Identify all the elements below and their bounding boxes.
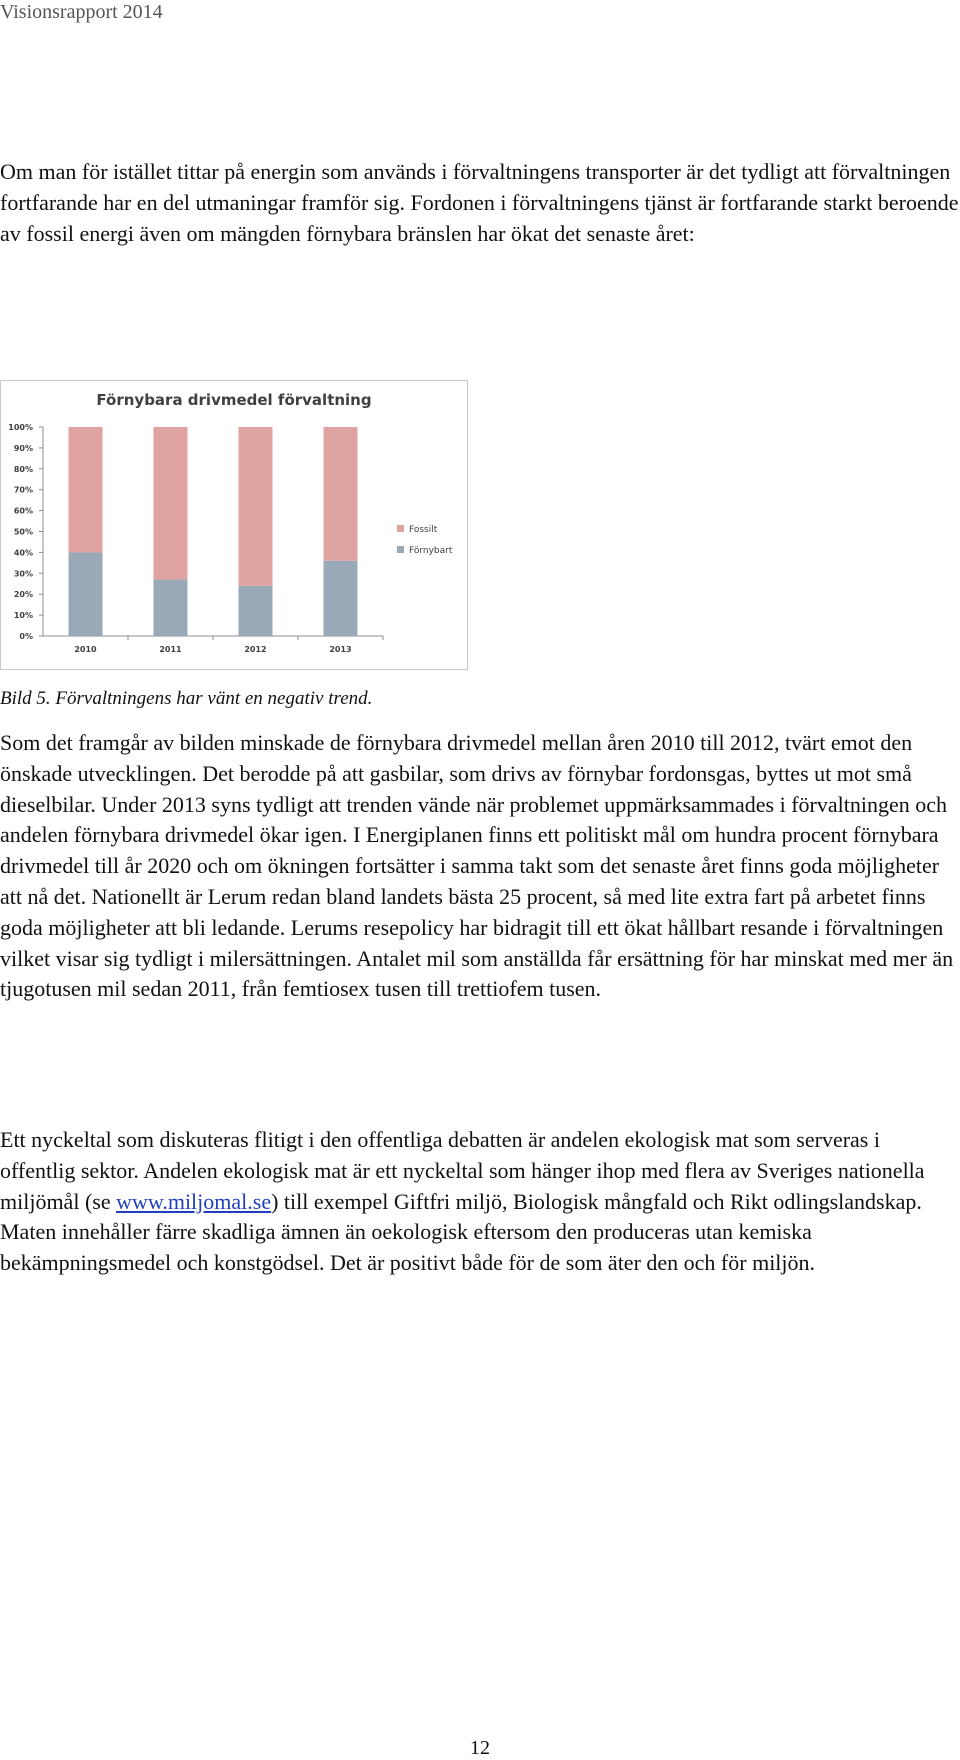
y-tick-label: 30%: [13, 569, 33, 579]
y-tick-label: 10%: [13, 611, 33, 621]
bar-f-rnybart-2013: [324, 561, 358, 636]
chart-title: Förnybara drivmedel förvaltning: [96, 391, 372, 409]
x-tick-label: 2011: [159, 645, 182, 654]
bar-f-rnybart-2010: [69, 552, 103, 636]
paragraph-fuel-trend: Som det framgår av bilden minskade de förnybara drivmedel mellan åren 2010 till 2012, tvärt emot den önskade utvecklingen. Det berodde på att gasbilar, som drivs av förnybar fordonsgas, byttes ut mot små dieselbilar. Under 2013 syns tydligt att trenden vände när problemet uppmärksammades i förvaltningen och andelen förnybara drivmedel ökar igen. I Energiplanen finns ett politiskt mål om hundra procent förnybara drivmedel till år 2020 och om ökningen fortsätter i samma takt som det senaste året finns goda möjligheter att nå det. Nationellt är Lerum redan bland landets bästa 25 procent, så med lite extra fart på arbetet finns goda möjligheter att bli ledande. Lerums resepolicy har bidragit till ett ökat hållbart resande i förvaltningen vilket visar sig tydligt i milersättningen. Antalet mil som anställda får ersättning för har minskat med mer än tjugotusen mil sedan 2011, från femtiosex tusen till trettiofem tusen.: [0, 730, 954, 1002]
paragraph-organic-food: [0, 1125, 960, 1279]
y-tick-label: 20%: [13, 590, 33, 600]
y-tick-label: 70%: [13, 485, 33, 495]
chart-plot-area: [8, 423, 453, 654]
legend-swatch: [397, 525, 404, 532]
bar-f-rnybart-2011: [154, 580, 188, 636]
y-tick-label: 60%: [13, 506, 33, 516]
y-tick-label: 100%: [8, 423, 33, 432]
page-number: 12: [470, 1737, 490, 1759]
y-tick-label: 90%: [13, 443, 33, 453]
paragraph-transport-energy: Om man för istället tittar på energin som används i förvaltningens transporter är det tydligt att förvaltningen fortfarande har en del utmaningar framför sig. Fordonen i förvaltningens tjänst är fortfarande starkt beroende av fossil energi även om mängden förnybara bränslen har ökat det senaste året:: [0, 159, 959, 246]
paragraph-organic-food-part1: Ett nyckeltal som diskuteras flitigt i den offentliga debatten är andelen ekologisk mat som serveras i offentlig sektor. Andelen ekologisk mat är ett nyckeltal som hänger ihop med flera av Sveriges nationella miljömål (se: [0, 1127, 925, 1214]
paragraph-organic-food-part2: ) till exempel Giftfri miljö, Biologisk mångfald och Rikt odlingslandskap. Maten innehåller färre skadliga ämnen än oekologisk eftersom den produceras utan kemiska bekämpningsmedel och konstgödsel. Det är positivt både för de som äter den och för miljön.: [0, 1188, 922, 1276]
legend-swatch: [397, 546, 404, 553]
bar-fossilt-2011: [154, 427, 188, 580]
x-tick-label: 2012: [244, 645, 267, 654]
miljomal-link[interactable]: www.miljomal.se: [116, 1188, 272, 1214]
y-tick-label: 80%: [13, 464, 33, 474]
legend-label: Fossilt: [409, 525, 438, 535]
bar-fossilt-2013: [324, 427, 358, 561]
legend-label: Förnybart: [409, 546, 453, 556]
figure-caption: Bild 5. Förvaltningens har vänt en negativ trend.: [0, 688, 373, 709]
running-header: Visionsrapport 2014: [0, 1, 163, 23]
y-tick-label: 40%: [13, 548, 33, 558]
x-tick-label: 2010: [74, 645, 97, 654]
chart-canvas: [1, 381, 467, 669]
bar-f-rnybart-2012: [239, 586, 273, 636]
y-tick-label: 50%: [13, 527, 33, 537]
bar-fossilt-2012: [239, 427, 273, 586]
y-tick-label: 0%: [19, 632, 33, 641]
x-tick-label: 2013: [329, 645, 352, 654]
bar-fossilt-2010: [69, 427, 103, 552]
renewable-fuel-chart: [0, 380, 468, 670]
